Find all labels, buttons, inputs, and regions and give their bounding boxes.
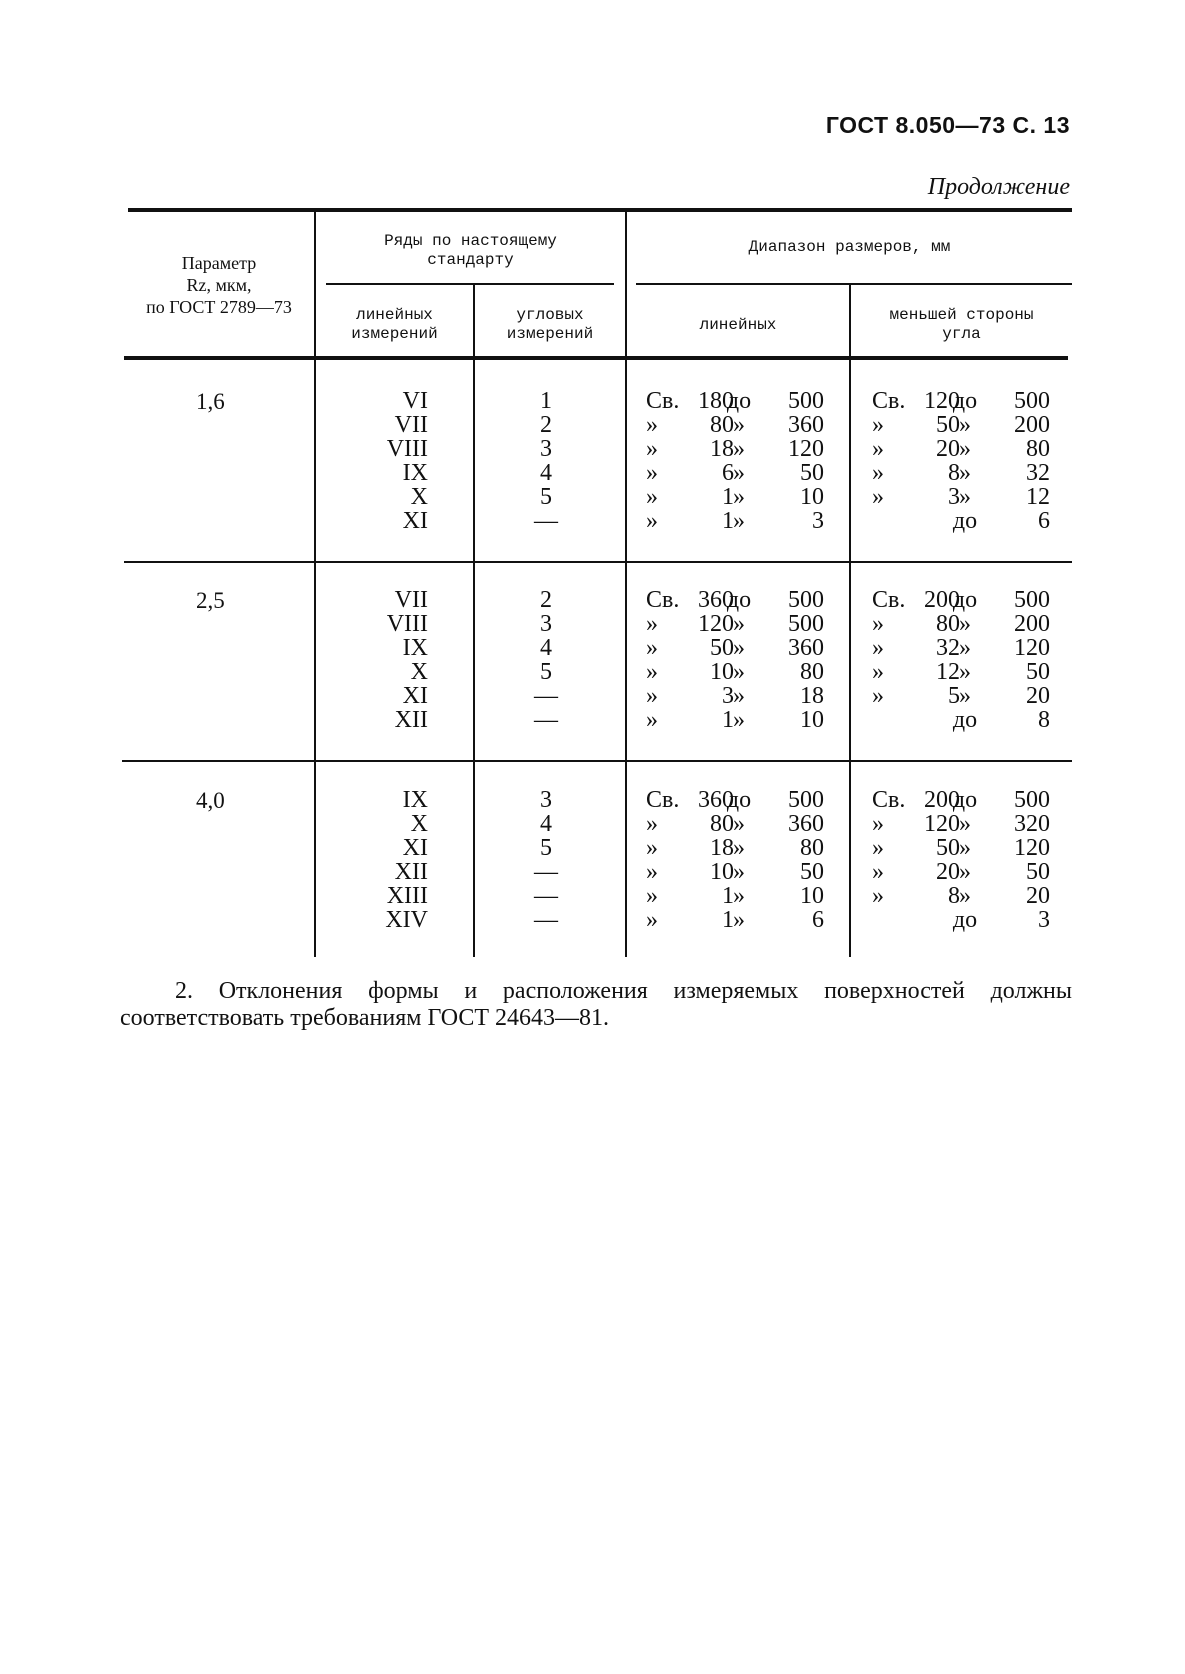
angular-series-cell: [520, 588, 572, 732]
range-row: [646, 509, 824, 533]
range-token: »: [733, 484, 745, 510]
range-token: »: [646, 811, 658, 837]
angular-series-value: 3: [540, 611, 552, 637]
range-row: [646, 660, 824, 684]
note-line-1: 2. Отклонения формы и расположения измеряемых поверхностей должны: [175, 978, 1072, 1004]
range-token: »: [646, 484, 658, 510]
range-token: »: [872, 659, 884, 685]
range-token: 10: [800, 883, 824, 909]
angular-series-value: 4: [540, 811, 552, 837]
range-token: 10: [800, 484, 824, 510]
range-token: 200: [924, 787, 960, 813]
range-row: [872, 413, 1050, 437]
range-token: »: [872, 412, 884, 438]
range-token: »: [646, 508, 658, 534]
linear-series-cell: [316, 788, 428, 932]
range-token: »: [646, 412, 658, 438]
range-token: Св.: [646, 587, 680, 613]
linear-series-value: XIII: [386, 883, 428, 909]
range-token: 360: [788, 635, 824, 661]
range-token: 8: [1038, 707, 1050, 733]
linear-series-value: IX: [402, 787, 428, 813]
header-range-group: Диапазон размеров, мм: [748, 238, 951, 256]
range-token: 20: [1026, 683, 1050, 709]
range-row: [872, 860, 1050, 884]
range-token: 80: [710, 811, 734, 837]
range-token: 320: [1014, 811, 1050, 837]
range-token: 12: [1026, 484, 1050, 510]
range-token: 8: [948, 460, 960, 486]
range-row: [872, 389, 1050, 413]
range-token: 6: [722, 460, 734, 486]
range-token: »: [733, 436, 745, 462]
continuation-label: Продолжение: [927, 174, 1070, 200]
range-token: 5: [948, 683, 960, 709]
range-token: »: [872, 811, 884, 837]
range-angle-cell: [872, 389, 1050, 533]
range-token: 50: [936, 835, 960, 861]
range-token: 500: [1014, 787, 1050, 813]
linear-series-value: IX: [402, 635, 428, 661]
linear-series-value: XI: [402, 835, 428, 861]
range-row: [646, 860, 824, 884]
range-row: [646, 461, 824, 485]
range-row: [646, 485, 824, 509]
angular-series-value: —: [534, 707, 558, 733]
range-row: [872, 485, 1050, 509]
range-row: [872, 684, 1050, 708]
range-token: 18: [710, 436, 734, 462]
range-row: [872, 788, 1050, 812]
range-token: 500: [788, 388, 824, 414]
range-token: до: [952, 587, 978, 613]
angular-series-value: —: [534, 907, 558, 933]
range-token: 1: [722, 907, 734, 933]
range-row: [872, 636, 1050, 660]
range-token: »: [959, 811, 971, 837]
param-value: 1,6: [196, 389, 225, 414]
range-token: »: [646, 611, 658, 637]
range-token: »: [872, 859, 884, 885]
range-token: 1: [722, 883, 734, 909]
range-token: до: [726, 787, 752, 813]
angular-series-value: —: [534, 883, 558, 909]
range-token: »: [959, 412, 971, 438]
range-token: 360: [788, 412, 824, 438]
linear-series-value: XIV: [385, 907, 428, 933]
linear-series-cell: [316, 588, 428, 732]
range-row: [872, 588, 1050, 612]
range-linear-cell: [646, 588, 824, 732]
header-angular-measure: угловых измерений: [506, 306, 594, 343]
range-token: 120: [924, 388, 960, 414]
linear-series-value: IX: [402, 460, 428, 486]
range-token: до: [952, 508, 978, 534]
range-token: »: [733, 508, 745, 534]
range-token: до: [952, 787, 978, 813]
range-row: [646, 588, 824, 612]
range-token: »: [646, 683, 658, 709]
table-vline-4: [849, 285, 851, 957]
range-token: »: [646, 707, 658, 733]
range-token: 32: [1026, 460, 1050, 486]
range-row: [872, 612, 1050, 636]
range-row: [646, 612, 824, 636]
range-token: 120: [924, 811, 960, 837]
range-token: Св.: [646, 388, 680, 414]
range-token: 500: [1014, 388, 1050, 414]
range-token: 80: [1026, 436, 1050, 462]
range-row: [646, 812, 824, 836]
range-row: [646, 437, 824, 461]
range-token: 10: [800, 707, 824, 733]
range-token: »: [959, 683, 971, 709]
range-token: 1: [722, 484, 734, 510]
header-param: Параметр Rz, мкм, по ГОСТ 2789—73: [146, 253, 292, 317]
range-row: [872, 812, 1050, 836]
range-token: до: [952, 707, 978, 733]
range-token: 20: [936, 436, 960, 462]
range-token: »: [646, 859, 658, 885]
range-token: »: [733, 683, 745, 709]
range-row: [646, 684, 824, 708]
range-row: [872, 509, 1050, 533]
range-token: 20: [936, 859, 960, 885]
range-token: до: [726, 388, 752, 414]
range-token: 3: [1038, 907, 1050, 933]
range-token: »: [959, 484, 971, 510]
range-token: 32: [936, 635, 960, 661]
range-token: »: [733, 659, 745, 685]
range-token: 500: [788, 587, 824, 613]
range-token: 200: [1014, 611, 1050, 637]
range-token: »: [959, 611, 971, 637]
range-token: Св.: [872, 388, 906, 414]
range-row: [872, 660, 1050, 684]
range-token: »: [872, 611, 884, 637]
range-token: »: [733, 707, 745, 733]
range-token: 120: [1014, 635, 1050, 661]
group-divider-2: [122, 760, 1072, 762]
range-token: »: [959, 436, 971, 462]
range-token: 80: [800, 835, 824, 861]
range-token: »: [959, 635, 971, 661]
header-subrule-range: [636, 283, 1072, 285]
range-token: »: [733, 883, 745, 909]
angular-series-value: 5: [540, 484, 552, 510]
range-token: 500: [1014, 587, 1050, 613]
range-token: 50: [800, 460, 824, 486]
range-row: [872, 836, 1050, 860]
angular-series-value: 3: [540, 436, 552, 462]
angular-series-cell: [520, 389, 572, 533]
group-divider-1: [124, 561, 1072, 563]
range-row: [872, 908, 1050, 932]
linear-series-value: XII: [394, 707, 428, 733]
range-angle-cell: [872, 788, 1050, 932]
range-token: 18: [800, 683, 824, 709]
range-token: 18: [710, 835, 734, 861]
range-row: [646, 413, 824, 437]
range-token: »: [872, 484, 884, 510]
linear-series-value: X: [410, 659, 428, 685]
range-token: 1: [722, 508, 734, 534]
note-paragraph: [120, 978, 1072, 1032]
range-linear-cell: [646, 389, 824, 533]
range-token: до: [726, 587, 752, 613]
range-token: 50: [710, 635, 734, 661]
range-token: »: [872, 835, 884, 861]
page-header: ГОСТ 8.050—73 С. 13: [825, 112, 1070, 138]
range-row: [872, 884, 1050, 908]
range-token: 200: [1014, 412, 1050, 438]
angular-series-value: 2: [540, 587, 552, 613]
angular-series-cell: [520, 788, 572, 932]
range-token: 360: [698, 587, 734, 613]
range-token: 360: [788, 811, 824, 837]
angular-series-value: 4: [540, 635, 552, 661]
range-token: »: [959, 460, 971, 486]
angular-series-value: 3: [540, 787, 552, 813]
range-token: 500: [788, 787, 824, 813]
note-line-2: соответствовать требованиям ГОСТ 24643—81.: [120, 1005, 610, 1031]
linear-series-value: VIII: [386, 611, 428, 637]
angular-series-value: —: [534, 859, 558, 885]
linear-series-cell: [316, 389, 428, 533]
range-token: 10: [710, 859, 734, 885]
range-token: до: [952, 388, 978, 414]
range-token: »: [959, 835, 971, 861]
param-value: 2,5: [196, 588, 225, 613]
range-token: »: [646, 883, 658, 909]
range-angle-cell: [872, 588, 1050, 732]
linear-series-value: VII: [394, 587, 428, 613]
angular-series-value: 2: [540, 412, 552, 438]
range-token: 50: [936, 412, 960, 438]
range-token: 80: [710, 412, 734, 438]
range-token: »: [646, 659, 658, 685]
range-token: »: [959, 883, 971, 909]
range-row: [646, 389, 824, 413]
linear-series-value: VIII: [386, 436, 428, 462]
header-range-linear: линейных: [699, 316, 777, 334]
range-token: »: [872, 436, 884, 462]
table-vline-2: [473, 285, 475, 957]
range-token: 3: [722, 683, 734, 709]
angular-series-value: 4: [540, 460, 552, 486]
range-token: 50: [800, 859, 824, 885]
header-rows-group: Ряды по настоящему стандарту: [384, 232, 557, 269]
range-token: »: [646, 635, 658, 661]
param-value: 4,0: [196, 788, 225, 813]
linear-series-value: X: [410, 811, 428, 837]
range-token: Св.: [872, 587, 906, 613]
range-token: »: [733, 907, 745, 933]
angular-series-value: —: [534, 508, 558, 534]
range-token: »: [959, 859, 971, 885]
range-token: 50: [1026, 659, 1050, 685]
range-token: 20: [1026, 883, 1050, 909]
range-token: »: [646, 436, 658, 462]
linear-series-value: VII: [394, 412, 428, 438]
range-token: 120: [698, 611, 734, 637]
range-row: [646, 708, 824, 732]
range-token: »: [733, 611, 745, 637]
range-token: 180: [698, 388, 734, 414]
table-top-rule: [128, 208, 1072, 212]
range-token: 6: [812, 907, 824, 933]
range-token: Св.: [646, 787, 680, 813]
range-row: [872, 437, 1050, 461]
range-token: 200: [924, 587, 960, 613]
range-token: 8: [948, 883, 960, 909]
range-token: »: [872, 683, 884, 709]
range-row: [872, 708, 1050, 732]
header-range-angle: меньшей стороны угла: [889, 306, 1034, 343]
linear-series-value: XII: [394, 859, 428, 885]
range-token: 10: [710, 659, 734, 685]
range-token: 3: [948, 484, 960, 510]
range-token: »: [733, 835, 745, 861]
header-linear-measure: линейных измерений: [351, 306, 438, 343]
linear-series-value: XI: [402, 683, 428, 709]
range-token: 80: [800, 659, 824, 685]
range-token: 360: [698, 787, 734, 813]
range-token: 500: [788, 611, 824, 637]
range-token: 80: [936, 611, 960, 637]
angular-series-value: 5: [540, 835, 552, 861]
range-token: »: [733, 635, 745, 661]
range-token: 3: [812, 508, 824, 534]
range-token: 6: [1038, 508, 1050, 534]
linear-series-value: VI: [402, 388, 428, 414]
range-token: »: [733, 460, 745, 486]
range-row: [646, 884, 824, 908]
range-row: [646, 836, 824, 860]
range-row: [646, 908, 824, 932]
range-token: 12: [936, 659, 960, 685]
range-linear-cell: [646, 788, 824, 932]
range-row: [646, 788, 824, 812]
range-token: »: [646, 835, 658, 861]
range-token: Св.: [872, 787, 906, 813]
range-token: »: [733, 811, 745, 837]
angular-series-value: 1: [540, 388, 552, 414]
range-token: 1: [722, 707, 734, 733]
range-token: до: [952, 907, 978, 933]
range-token: »: [872, 635, 884, 661]
range-token: »: [959, 659, 971, 685]
range-token: »: [872, 460, 884, 486]
range-token: 50: [1026, 859, 1050, 885]
range-token: »: [733, 412, 745, 438]
range-token: »: [646, 907, 658, 933]
range-token: 120: [788, 436, 824, 462]
range-token: »: [646, 460, 658, 486]
header-subrule-rows: [326, 283, 614, 285]
range-token: »: [872, 883, 884, 909]
range-row: [872, 461, 1050, 485]
header-bottom-rule: [124, 356, 1068, 360]
range-token: 120: [1014, 835, 1050, 861]
range-token: »: [733, 859, 745, 885]
range-row: [646, 636, 824, 660]
angular-series-value: —: [534, 683, 558, 709]
angular-series-value: 5: [540, 659, 552, 685]
linear-series-value: XI: [402, 508, 428, 534]
linear-series-value: X: [410, 484, 428, 510]
